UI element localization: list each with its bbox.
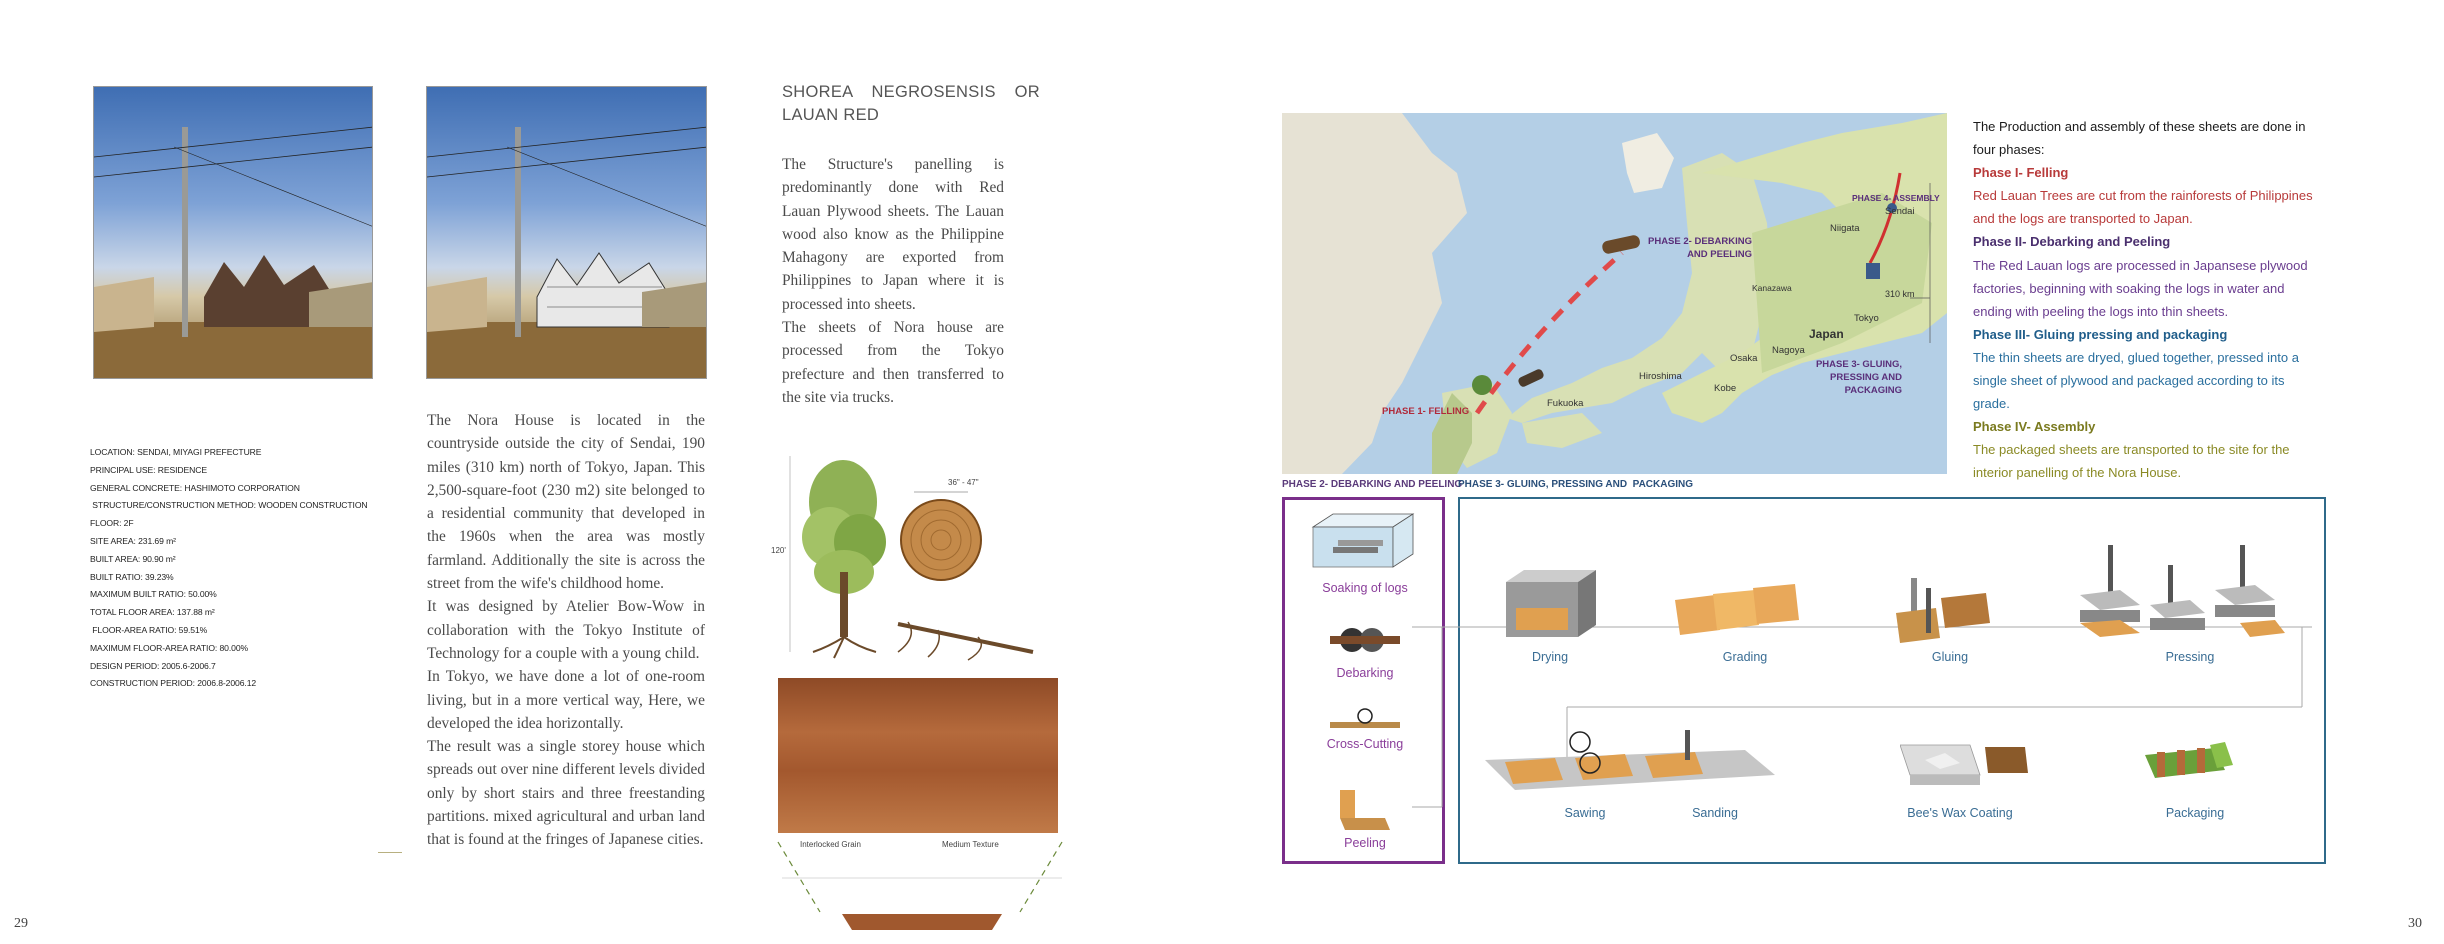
- phase3-title: Phase III- Gluing pressing and packaging: [1973, 326, 2228, 342]
- phase4-text: The packaged sheets are transported to the site for the interior panelling of the Nora House.: [1973, 442, 2290, 481]
- step-sawing: Sawing: [1564, 806, 1606, 820]
- phases-intro: The Production and assembly of these sheets are done in four phases:: [1973, 119, 2306, 158]
- gluing-icon: [1896, 568, 2006, 648]
- map-city-hiroshima: Hiroshima: [1639, 371, 1682, 382]
- wood-section-title: SHOREA NEGROSENSIS OR LAUAN RED: [782, 83, 1040, 124]
- trunk-diameter-label: 36" - 47": [948, 478, 979, 487]
- phase1-text: Red Lauan Trees are cut from the rainforests of Philippines and the logs are transported to Japan.: [1973, 188, 2313, 227]
- project-info-list: [90, 444, 390, 693]
- paragraph: The sheets of Nora house are processed from the Tokyo prefecture and then transferred to the site via trucks.: [782, 319, 1004, 406]
- map-city-nagoya: Nagoya: [1772, 345, 1805, 356]
- step-peeling: Peeling: [1344, 836, 1386, 850]
- debarking-icon: [1330, 620, 1400, 660]
- paragraph: The Structure's panelling is predominantly done with Red Lauan Plywood sheets. The Lauan wood also know as the Philippine Mahagony are exported from Philippines to Japan where it is processed into sheets.: [782, 156, 1004, 313]
- info-line: LOCATION: SENDAI, MIYAGI PREFECTURE: [90, 447, 262, 457]
- grading-icon: [1675, 580, 1815, 640]
- tree-height-label: 120': [771, 546, 786, 555]
- info-line: STRUCTURE/CONSTRUCTION METHOD: WOODEN CONSTRUCTION: [90, 500, 368, 511]
- info-line: BUILT AREA: 90.90 m²: [90, 553, 176, 564]
- map-city-niigata: Niigata: [1830, 223, 1860, 234]
- step-sanding: Sanding: [1692, 806, 1738, 820]
- nora-house-description: [427, 409, 705, 852]
- texture-label-medium: Medium Texture: [942, 840, 999, 849]
- info-line: PRINCIPAL USE: RESIDENCE: [90, 464, 207, 475]
- beeswax-coating-icon: [1900, 735, 2030, 795]
- paragraph: The result was a single storey house which spreads out over nine different levels divided only by short stairs and three freestanding partitions. mixed agricultural and urban land that is found at the fringes of Japanese cities.: [427, 738, 705, 849]
- paragraph: The Nora House is located in the countryside outside the city of Sendai, 190 miles (310 km) north of Tokyo, Japan. This 2,500-square-foot (230 m2) site belonged to a residential community that developed in the 1960s when the area was mostly farmland. Additionally the site is across the street from the wife's childhood home.: [427, 412, 705, 593]
- japan-map: [1282, 113, 1947, 474]
- info-line: MAXIMUM FLOOR-AREA RATIO: 80.00%: [90, 642, 249, 653]
- map-phase3-label: PHASE 3- GLUING, PRESSING AND PACKAGING: [1815, 359, 1902, 396]
- step-soaking: Soaking of logs: [1322, 581, 1408, 595]
- map-city-tokyo: Tokyo: [1854, 313, 1879, 324]
- process-phase3-header: PHASE 3- GLUING, PRESSING AND PACKAGING: [1458, 479, 1694, 490]
- house-photo-2: [426, 86, 707, 379]
- process-phase2-header: PHASE 2- DEBARKING AND PEELING: [1282, 479, 1463, 490]
- cross-cutting-icon: [1330, 704, 1400, 734]
- info-line: FLOOR: 2F: [90, 518, 134, 529]
- info-line: SITE AREA: 231.69 m²: [90, 535, 176, 546]
- phase3-text: The thin sheets are dryed, glued together, pressed into a single sheet of plywood and packaged according to its grade.: [1973, 349, 2299, 412]
- paragraph: It was designed by Atelier Bow-Wow in collaboration with the Tokyo Institute of Technology for a couple with a young child.: [427, 598, 705, 662]
- map-phase2-label: PHASE 2- DEBARKING AND PEELING: [1648, 236, 1752, 260]
- step-debarking: Debarking: [1336, 666, 1394, 680]
- step-cross-cutting: Cross-Cutting: [1326, 737, 1404, 751]
- phase4-title: Phase IV- Assembly: [1973, 419, 2096, 435]
- map-city-osaka: Osaka: [1730, 353, 1758, 364]
- paragraph: In Tokyo, we have done a lot of one-room living, but in a more vertical way, Here, we developed the idea horizontally.: [427, 668, 705, 732]
- map-city-fukuoka: Fukuoka: [1547, 398, 1584, 409]
- info-line: GENERAL CONCRETE: HASHIMOTO CORPORATION: [90, 482, 300, 493]
- house-photo-1: [93, 86, 373, 379]
- phases-description: [1973, 115, 2323, 485]
- map-distance-label: 310 km: [1885, 289, 1915, 299]
- phase1-title: Phase I- Felling: [1973, 165, 2069, 181]
- phase2-title: Phase II- Debarking and Peeling: [1973, 234, 2171, 250]
- texture-label-grain: Interlocked Grain: [800, 840, 861, 849]
- drying-icon: [1506, 570, 1596, 640]
- sawing-icon: [1485, 730, 1775, 800]
- step-packaging: Packaging: [2165, 806, 2225, 820]
- map-country-japan: Japan: [1809, 327, 1844, 341]
- step-grading: Grading: [1722, 650, 1768, 664]
- map-city-kobe: Kobe: [1714, 383, 1737, 394]
- step-beeswax-coating: Bee's Wax Coating: [1907, 806, 2013, 820]
- soaking-icon: [1308, 512, 1418, 572]
- info-line: DESIGN PERIOD: 2005.6-2006.7: [90, 660, 216, 671]
- info-line: MAXIMUM BUILT RATIO: 50.00%: [90, 589, 217, 600]
- step-drying: Drying: [1531, 650, 1569, 664]
- step-pressing: Pressing: [2165, 650, 2215, 664]
- wood-section-text: [782, 153, 1004, 409]
- pressing-icon: [2080, 545, 2300, 645]
- info-line: TOTAL FLOOR AREA: 137.88 m²: [90, 607, 215, 618]
- divider: [378, 852, 402, 853]
- map-phase1-label: PHASE 1- FELLING: [1382, 406, 1470, 417]
- info-line: BUILT RATIO: 39.23%: [90, 571, 174, 582]
- packaging-icon: [2145, 740, 2245, 790]
- phase2-text: The Red Lauan logs are processed in Japansese plywood factories, beginning with soaking the logs in water and ending with peeling the logs into thin sheets.: [1973, 257, 2308, 319]
- page-number-right: 30: [2408, 916, 2422, 931]
- info-line: FLOOR-AREA RATIO: 59.51%: [90, 624, 208, 635]
- step-gluing: Gluing: [1931, 650, 1969, 664]
- map-city-kanazawa: Kanazawa: [1752, 283, 1792, 293]
- lauan-tree-illustration: [768, 452, 1038, 664]
- info-line: CONSTRUCTION PERIOD: 2006.8-2006.12: [90, 678, 257, 689]
- map-phase4-label: PHASE 4- ASSEMBLY: [1852, 193, 1940, 203]
- lauan-wood-texture: [778, 678, 1058, 833]
- map-city-sendai: Sendai: [1885, 206, 1915, 217]
- page-number-left: 29: [14, 916, 28, 931]
- peeling-icon: [1335, 785, 1395, 835]
